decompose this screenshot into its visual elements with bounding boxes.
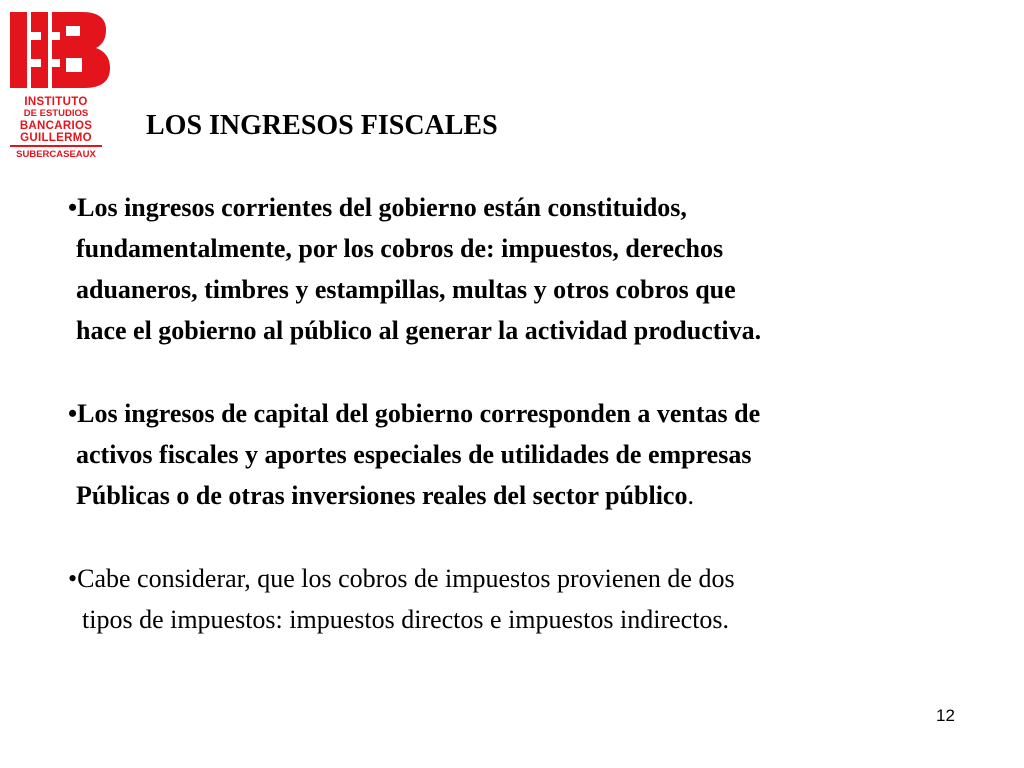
paragraph-line: •Cabe considerar, que los cobros de impuestos provienen de dos: [68, 564, 735, 593]
paragraph-current-income: [68, 187, 761, 351]
paragraph-line: hace el gobierno al público al generar la actividad productiva.: [76, 316, 762, 345]
slide-title: LOS INGRESOS FISCALES: [146, 110, 498, 141]
paragraph-capital-income: [68, 393, 760, 516]
paragraph-line: aduaneros, timbres y estampillas, multas y otros cobros que: [76, 275, 736, 304]
paragraph-line: [68, 475, 760, 516]
logo-line-2: DE ESTUDIOS: [23, 108, 89, 119]
logo-line-1: INSTITUTO: [24, 96, 88, 108]
paragraph-line: •Los ingresos de capital del gobierno corresponden a ventas de: [68, 399, 761, 428]
paragraph-line: •Los ingresos corrientes del gobierno están constituidos,: [68, 193, 687, 222]
logo-line-3: BANCARIOS: [19, 120, 93, 132]
paragraph-tax-types: [68, 558, 735, 640]
logo-line-4: GUILLERMO: [20, 132, 92, 144]
logo-rule: [10, 145, 102, 147]
paragraph-line: activos fiscales y aportes especiales de utilidades de empresas: [76, 440, 752, 469]
paragraph-line-period: .: [687, 481, 694, 510]
logo-wordmark: [10, 96, 102, 161]
logo-line-5: SUBERCASEAUX: [16, 149, 96, 160]
page-number: 12: [936, 706, 955, 725]
ieb-logo-icon: [10, 12, 110, 88]
institute-logo: [10, 12, 114, 161]
paragraph-line-text: Públicas o de otras inversiones reales del sector público: [76, 481, 688, 510]
paragraph-line: tipos de impuestos: impuestos directos e impuestos indirectos.: [82, 605, 730, 634]
paragraph-line: fundamentalmente, por los cobros de: impuestos, derechos: [76, 234, 724, 263]
